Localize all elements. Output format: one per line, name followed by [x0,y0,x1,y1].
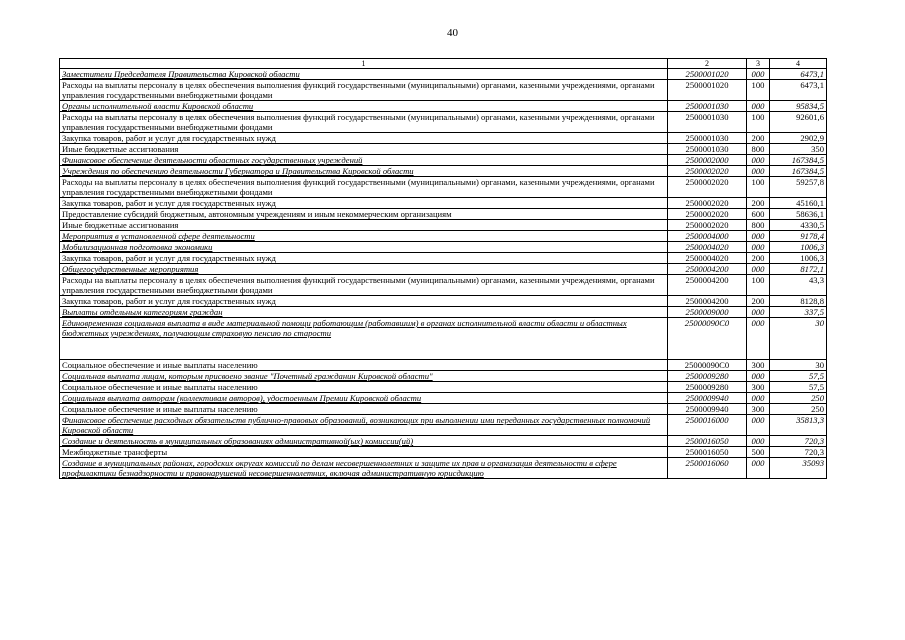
row-expense-type: 200 [747,133,770,144]
row-code: 2500002020 [668,177,747,198]
row-amount: 9178,4 [770,231,827,242]
header-row [60,59,827,69]
table-row [60,436,827,447]
row-description: Мобилизационная подготовка экономики [60,242,668,253]
row-expense-type: 200 [747,198,770,209]
row-expense-type: 100 [747,275,770,296]
row-description: Межбюджетные трансферты [60,447,668,458]
table-row [60,133,827,144]
row-description: Расходы на выплаты персоналу в целях обеспечения выполнения функций государственными (муниципальными) органами, казенными учреждениями, органами управления государственными внебюджетными фондами [60,80,668,101]
row-code: 2500016050 [668,447,747,458]
table-row [60,307,827,318]
table-row [60,382,827,393]
row-code: 2500009000 [668,307,747,318]
row-description: Закупка товаров, работ и услуг для государственных нужд [60,253,668,264]
row-expense-type: 000 [747,69,770,80]
table-row [60,112,827,133]
row-code: 2500001030 [668,144,747,155]
table-row [60,209,827,220]
table-row [60,275,827,296]
row-expense-type: 100 [747,112,770,133]
row-code: 2500004020 [668,242,747,253]
row-expense-type: 600 [747,209,770,220]
row-expense-type: 200 [747,253,770,264]
row-amount: 1006,3 [770,253,827,264]
table-row [60,253,827,264]
row-description: Иные бюджетные ассигнования [60,220,668,231]
row-amount: 35813,3 [770,415,827,436]
row-amount: 337,5 [770,307,827,318]
row-description: Социальная выплата лицам, которым присвоено звание "Почетный гражданин Кировской области" [60,371,668,382]
table-row [60,415,827,436]
row-description: Создание и деятельность в муниципальных образованиях административной(ых) комиссии(ий) [60,436,668,447]
row-expense-type: 100 [747,80,770,101]
table-row [60,242,827,253]
table-row [60,393,827,404]
table-row [60,458,827,479]
row-description: Социальное обеспечение и иные выплаты населению [60,404,668,415]
row-expense-type: 000 [747,318,770,360]
row-expense-type: 800 [747,220,770,231]
row-expense-type: 000 [747,231,770,242]
row-code: 2500009940 [668,404,747,415]
row-code: 2500004200 [668,275,747,296]
row-code: 2500004000 [668,231,747,242]
row-description: Заместители Председателя Правительства Кировской области [60,69,668,80]
header-col-1: 1 [60,59,668,69]
row-expense-type: 500 [747,447,770,458]
row-amount: 57,5 [770,371,827,382]
row-amount: 167384,5 [770,166,827,177]
row-code: 2500002020 [668,166,747,177]
table-row [60,155,827,166]
row-code: 2500001030 [668,112,747,133]
budget-table [59,58,827,479]
row-code: 2500009280 [668,371,747,382]
table-row [60,296,827,307]
row-description: Учреждения по обеспечению деятельности Губернатора и Правительства Кировской области [60,166,668,177]
table-row [60,220,827,231]
row-description: Закупка товаров, работ и услуг для государственных нужд [60,198,668,209]
row-amount: 58636,1 [770,209,827,220]
row-amount: 30 [770,318,827,360]
row-expense-type: 100 [747,177,770,198]
row-expense-type: 000 [747,393,770,404]
row-amount: 6473,1 [770,80,827,101]
row-amount: 720,3 [770,447,827,458]
row-amount: 350 [770,144,827,155]
row-code: 2500001020 [668,80,747,101]
row-code: 2500001030 [668,101,747,112]
row-code: 2500001020 [668,69,747,80]
table-body [60,69,827,479]
row-description: Предоставление субсидий бюджетным, автономным учреждениям и иным некоммерческим организациям [60,209,668,220]
row-description: Органы исполнительной власти Кировской области [60,101,668,112]
row-description: Финансовое обеспечение расходных обязательств публично-правовых образований, возникающих при выполнении ими переданных государственных полномочий Кировской области [60,415,668,436]
row-expense-type: 000 [747,242,770,253]
row-amount: 95834,5 [770,101,827,112]
row-description: Закупка товаров, работ и услуг для государственных нужд [60,133,668,144]
row-expense-type: 000 [747,264,770,275]
row-description: Расходы на выплаты персоналу в целях обеспечения выполнения функций государственными (муниципальными) органами, казенными учреждениями, органами управления государственными внебюджетными фондами [60,177,668,198]
row-description: Расходы на выплаты персоналу в целях обеспечения выполнения функций государственными (муниципальными) органами, казенными учреждениями, органами управления государственными внебюджетными фондами [60,275,668,296]
row-expense-type: 300 [747,404,770,415]
row-description: Социальная выплата авторам (коллективам авторов), удостоенным Премии Кировской области [60,393,668,404]
table-row [60,198,827,209]
row-code: 2500004200 [668,264,747,275]
row-expense-type: 800 [747,144,770,155]
row-expense-type: 000 [747,101,770,112]
table-row [60,360,827,371]
table-row [60,166,827,177]
table-row [60,80,827,101]
row-amount: 8172,1 [770,264,827,275]
table-row [60,404,827,415]
row-amount: 8128,8 [770,296,827,307]
table-row [60,318,827,360]
row-description: Выплаты отдельным категориям граждан [60,307,668,318]
row-description: Социальное обеспечение и иные выплаты населению [60,382,668,393]
row-amount: 250 [770,393,827,404]
row-description: Единовременная социальная выплата в виде материальной помощи работающим (работавшим) в органах исполнительной власти области и областных бюджетных учреждениях, получающим страховую пенсию по старости [60,318,668,360]
row-description: Мероприятия в установленной сфере деятельности [60,231,668,242]
row-expense-type: 000 [747,415,770,436]
row-description: Закупка товаров, работ и услуг для государственных нужд [60,296,668,307]
table-row [60,447,827,458]
table-row [60,69,827,80]
row-code: 25000090С0 [668,318,747,360]
row-amount: 1006,3 [770,242,827,253]
row-amount: 6473,1 [770,69,827,80]
table-row [60,177,827,198]
row-amount: 35093 [770,458,827,479]
row-code: 25000090С0 [668,360,747,371]
row-code: 2500004020 [668,253,747,264]
row-description: Создание в муниципальных районах, городских округах комиссий по делам несовершеннолетних и защите их прав и организация деятельности в сфере профилактики безнадзорности и правонарушений несовершеннолетних, включая административную юрисдикцию [60,458,668,479]
row-expense-type: 000 [747,458,770,479]
row-code: 2500009940 [668,393,747,404]
header-col-3: 3 [747,59,770,69]
row-expense-type: 300 [747,360,770,371]
row-amount: 2902,9 [770,133,827,144]
row-code: 2500001030 [668,133,747,144]
table-row [60,231,827,242]
row-description: Расходы на выплаты персоналу в целях обеспечения выполнения функций государственными (муниципальными) органами, казенными учреждениями, органами управления государственными внебюджетными фондами [60,112,668,133]
row-amount: 45160,1 [770,198,827,209]
table-row [60,371,827,382]
row-description: Иные бюджетные ассигнования [60,144,668,155]
row-expense-type: 000 [747,307,770,318]
page-number: 40 [447,27,458,39]
row-expense-type: 200 [747,296,770,307]
row-description: Общегосударственные мероприятия [60,264,668,275]
row-amount: 43,3 [770,275,827,296]
row-code: 2500016060 [668,458,747,479]
row-amount: 167384,5 [770,155,827,166]
row-code: 2500004200 [668,296,747,307]
row-amount: 59257,8 [770,177,827,198]
row-amount: 4330,5 [770,220,827,231]
row-code: 2500016050 [668,436,747,447]
row-amount: 30 [770,360,827,371]
row-expense-type: 000 [747,166,770,177]
table-row [60,101,827,112]
row-code: 2500009280 [668,382,747,393]
row-expense-type: 300 [747,382,770,393]
row-amount: 720,3 [770,436,827,447]
header-col-2: 2 [668,59,747,69]
row-amount: 92601,6 [770,112,827,133]
table-row [60,264,827,275]
row-expense-type: 000 [747,436,770,447]
row-code: 2500002000 [668,155,747,166]
row-expense-type: 000 [747,371,770,382]
row-amount: 250 [770,404,827,415]
row-code: 2500002020 [668,209,747,220]
row-amount: 57,5 [770,382,827,393]
row-code: 2500002020 [668,220,747,231]
row-code: 2500016000 [668,415,747,436]
row-description: Финансовое обеспечение деятельности областных государственных учреждений [60,155,668,166]
row-code: 2500002020 [668,198,747,209]
table-row [60,144,827,155]
header-col-4: 4 [770,59,827,69]
row-expense-type: 000 [747,155,770,166]
row-description: Социальное обеспечение и иные выплаты населению [60,360,668,371]
